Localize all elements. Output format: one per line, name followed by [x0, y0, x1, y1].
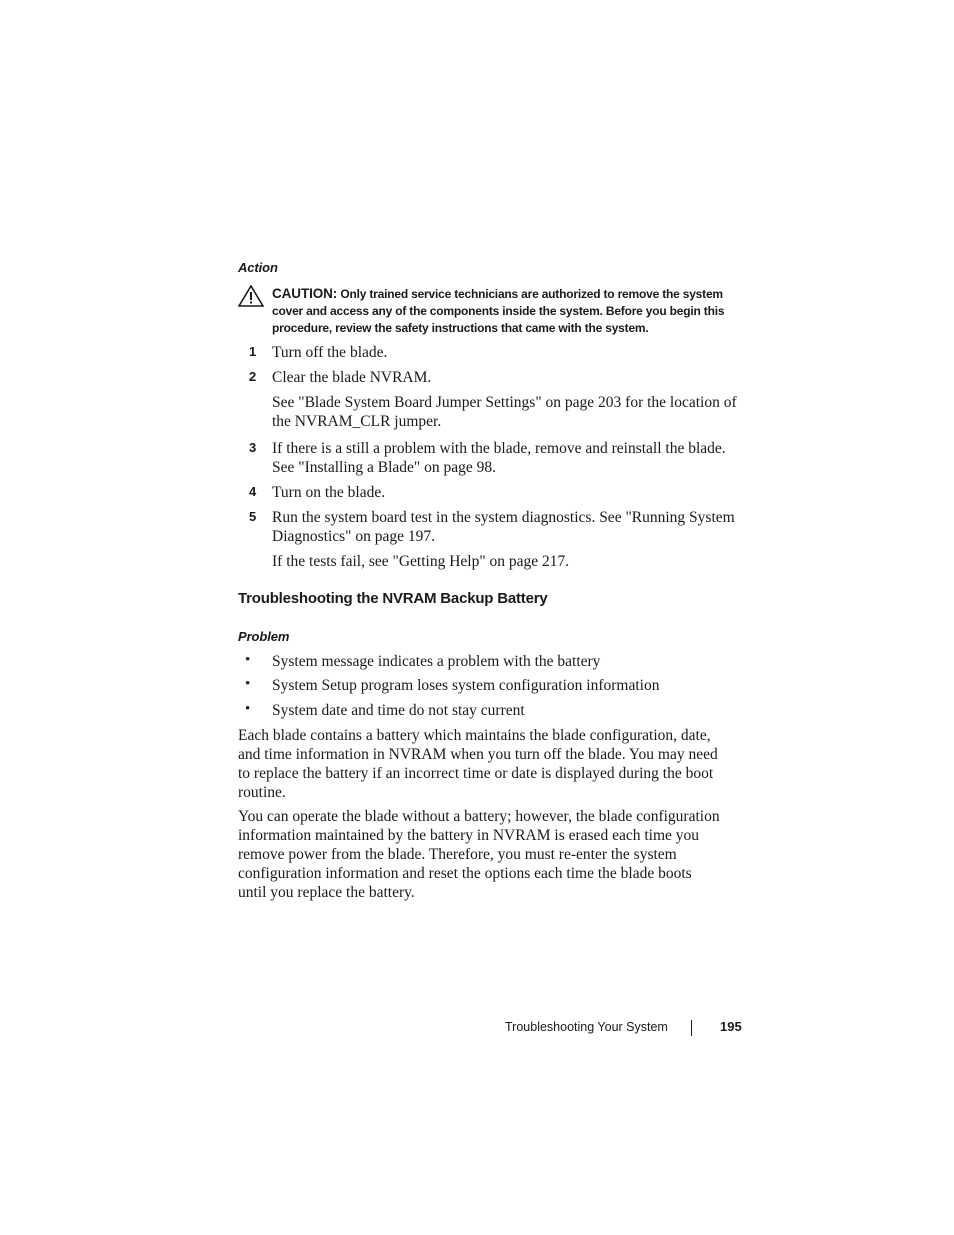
- step-line: See "Blade System Board Jumper Settings" on page 203 for the location of: [272, 394, 737, 411]
- step-text: [272, 368, 742, 387]
- step-text: [272, 483, 742, 502]
- step-line: Clear the blade NVRAM.: [272, 369, 432, 386]
- bullet-symbol: •: [245, 676, 251, 692]
- paragraph-line: configuration information and reset the options each time the blade boots: [238, 865, 692, 882]
- bullet-item: System message indicates a problem with the battery: [272, 653, 601, 670]
- section-heading: Troubleshooting the NVRAM Backup Battery: [238, 590, 548, 607]
- step-number: 5: [249, 509, 257, 524]
- step-text: [272, 439, 742, 477]
- step-line: Run the system board test in the system diagnostics. See "Running System: [272, 509, 735, 526]
- warning-triangle-icon: [238, 285, 264, 307]
- paragraph-line: You can operate the blade without a battery; however, the blade configuration: [238, 808, 720, 825]
- step-line: If there is a still a problem with the blade, remove and reinstall the blade.: [272, 440, 726, 457]
- caution-line-3: procedure, review the safety instructions that came with the system.: [272, 321, 649, 335]
- step-text: [272, 343, 742, 362]
- paragraph-line: routine.: [238, 784, 286, 801]
- bullet-symbol: •: [245, 701, 251, 717]
- footer-chapter-title: Troubleshooting Your System: [505, 1020, 668, 1034]
- body-paragraph: [238, 807, 738, 902]
- paragraph-line: Each blade contains a battery which maintains the blade configuration, date,: [238, 727, 711, 744]
- action-heading: Action: [238, 260, 278, 275]
- step-number: 4: [249, 484, 257, 499]
- step-line: Turn on the blade.: [272, 484, 386, 501]
- bullet-item: System Setup program loses system configuration information: [272, 677, 660, 694]
- step-line: Turn off the blade.: [272, 344, 388, 361]
- step-number: 3: [249, 440, 257, 455]
- caution-line-1: Only trained service technicians are authorized to remove the system: [340, 287, 723, 301]
- caution-text: [272, 285, 742, 337]
- step-number: 2: [249, 369, 257, 384]
- step-note: [272, 552, 742, 571]
- paragraph-line: to replace the battery if an incorrect time or date is displayed during the boot: [238, 765, 714, 782]
- step-line: If the tests fail, see "Getting Help" on page 217.: [272, 553, 570, 570]
- paragraph-line: and time information in NVRAM when you turn off the blade. You may need: [238, 746, 718, 763]
- bullet-item: System date and time do not stay current: [272, 702, 525, 719]
- footer-page-number: 195: [720, 1019, 742, 1034]
- step-line: See "Installing a Blade" on page 98.: [272, 459, 497, 476]
- paragraph-line: information maintained by the battery in NVRAM is erased each time you: [238, 827, 700, 844]
- body-paragraph: [238, 726, 738, 802]
- step-line: the NVRAM_CLR jumper.: [272, 413, 442, 430]
- paragraph-line: remove power from the blade. Therefore, you must re-enter the system: [238, 846, 677, 863]
- step-line: Diagnostics" on page 197.: [272, 528, 436, 545]
- bullet-symbol: •: [245, 652, 251, 668]
- paragraph-line: until you replace the battery.: [238, 884, 415, 901]
- footer-divider: [691, 1020, 692, 1036]
- caution-line-2: cover and access any of the components inside the system. Before you begin this: [272, 304, 725, 318]
- step-note: [272, 393, 742, 431]
- step-number: 1: [249, 344, 257, 359]
- caution-label: CAUTION:: [272, 286, 338, 301]
- problem-heading: Problem: [238, 629, 290, 644]
- step-text: [272, 508, 742, 546]
